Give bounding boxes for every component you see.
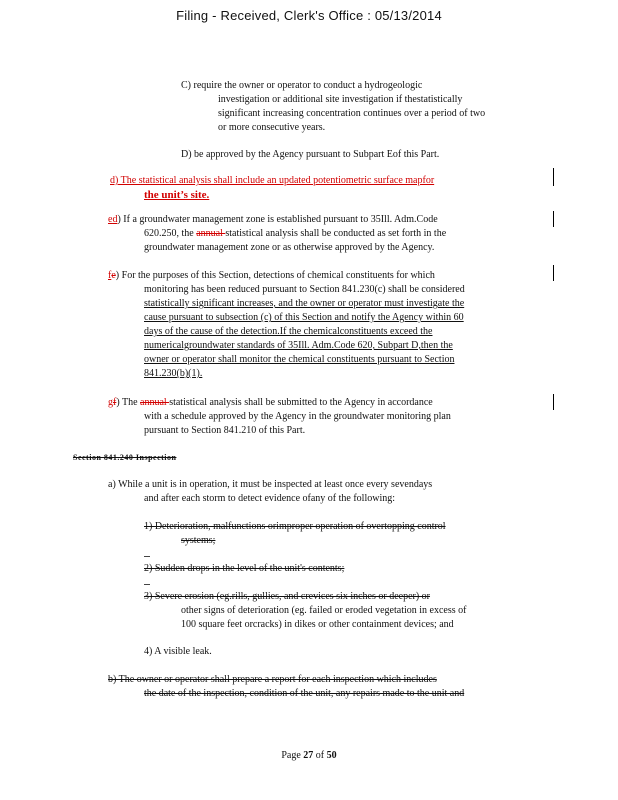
change-bar bbox=[553, 211, 554, 227]
change-bar bbox=[553, 265, 554, 281]
footer-page-total: 50 bbox=[326, 750, 337, 761]
item-e-text-2a: 620.250, the bbox=[144, 228, 197, 239]
item-c-line-3: significant increasing concentration continues over a period of two bbox=[218, 108, 486, 119]
list-item-3-line-3: 100 square feet orcracks) in dikes or other containment devices; and bbox=[181, 619, 454, 630]
footer-page-number: 27 bbox=[303, 750, 314, 761]
deletion-dash bbox=[144, 584, 150, 585]
item-e-deleted-letter: e bbox=[108, 214, 113, 225]
item-d-new-line-1: d) The statistical analysis shall include an updated potentiometric surface mapfor bbox=[110, 175, 435, 186]
change-bar bbox=[553, 168, 554, 186]
item-g-deleted-annual: annual bbox=[140, 397, 170, 408]
footer-page-label: Page bbox=[281, 750, 304, 761]
list-item-3-line-1 bbox=[144, 591, 430, 603]
item-g-line-3: pursuant to Section 841.210 of this Part. bbox=[144, 425, 306, 436]
item-d-new-line-2: the unit’s site. bbox=[144, 189, 210, 201]
item-f-deleted-letter: e bbox=[111, 270, 116, 281]
item-d-old: D) be approved by the Agency pursuant to Subpart Eof this Part. bbox=[181, 149, 440, 160]
item-g-text-1b: statistical analysis shall be submitted to the Agency in accordance bbox=[169, 397, 433, 408]
page-footer bbox=[0, 750, 618, 761]
item-e-line-1 bbox=[108, 214, 438, 226]
item-f-line-8: 841.230(b)(1). bbox=[144, 368, 203, 379]
list-item-4: 4) A visible leak. bbox=[144, 646, 212, 657]
item-g-text-1a: ) The bbox=[116, 397, 141, 408]
item-e-text-1: ) If a groundwater management zone is established pursuant to 35Ill. Adm.Code bbox=[117, 214, 438, 225]
item-f-line-2: monitoring has been reduced pursuant to Section 841.230(c) shall be considered bbox=[144, 284, 465, 295]
item-f-line-4: cause pursuant to subsection (c) of this Section and notify the Agency within 60 bbox=[144, 312, 464, 323]
item-a-line-2: and after each storm to detect evidence ofany of the following: bbox=[144, 493, 396, 504]
item-f-line-1 bbox=[108, 270, 435, 282]
item-e-deleted-annual: annual bbox=[196, 228, 226, 239]
item-b-line-2: the date of the inspection, condition of the unit, any repairs made to the unit and bbox=[144, 688, 465, 699]
footer-of-label: of bbox=[313, 750, 327, 761]
item-e-line-3: groundwater management zone or as otherwise approved by the Agency. bbox=[144, 242, 435, 253]
list-item-3-text-1: 3) Severe erosion (eg.rills, gullies, and crevices six inches or deeper) or bbox=[144, 591, 431, 602]
list-item-1-line-1: 1) Deterioration, malfunctions orimproper operation of overtopping control bbox=[144, 521, 446, 532]
item-f-line-6: numericalgroundwater standards of 35Ill. Adm.Code 620, Subpart D,then the bbox=[144, 340, 453, 351]
item-e-text-2b: statistical analysis shall be conducted as set forth in the bbox=[225, 228, 447, 239]
item-g-deleted-letter: f bbox=[113, 397, 117, 408]
item-g-line-1 bbox=[108, 397, 433, 409]
item-g-line-2: with a schedule approved by the Agency in the groundwater monitoring plan bbox=[144, 411, 451, 422]
item-c-line-2: investigation or additional site investigation if thestatistically bbox=[218, 94, 463, 105]
change-bar bbox=[553, 394, 554, 410]
item-f-text-1: ) For the purposes of this Section, detections of chemical constituents for which bbox=[115, 270, 435, 281]
list-item-3-line-2: other signs of deterioration (eg. failed or eroded vegetation in excess of bbox=[181, 605, 467, 616]
filing-header: Filing - Received, Clerk's Office : 05/13/2014 bbox=[176, 8, 442, 23]
item-e-inserted-letter: d bbox=[112, 214, 118, 225]
item-f-line-7: owner or operator shall monitor the chemical constituents pursuant to Section bbox=[144, 354, 455, 365]
item-c-line-4: or more consecutive years. bbox=[218, 122, 326, 133]
list-item-2: 2) Sudden drops in the level of the unit's contents; bbox=[144, 563, 345, 574]
item-f-line-5: days of the cause of the detection.If the chemicalconstituents exceed the bbox=[144, 326, 433, 337]
item-f-line-3: statistically significant increases, and the owner or operator must investigate the bbox=[144, 298, 465, 309]
item-c-line-1: C) require the owner or operator to conduct a hydrogeologic bbox=[181, 80, 423, 91]
item-e-line-2 bbox=[144, 228, 446, 240]
deletion-dash bbox=[144, 556, 150, 557]
section-heading: Section 841.240 Inspection bbox=[73, 453, 177, 462]
item-a-line-1: a) While a unit is in operation, it must be inspected at least once every sevendays bbox=[108, 479, 433, 490]
item-f-inserted-letter: f bbox=[108, 270, 112, 281]
list-item-1-line-2: systems; bbox=[181, 535, 216, 546]
item-g-inserted-letter: g bbox=[108, 397, 113, 408]
item-b-line-1: b) The owner or operator shall prepare a report for each inspection which includes bbox=[108, 674, 437, 685]
